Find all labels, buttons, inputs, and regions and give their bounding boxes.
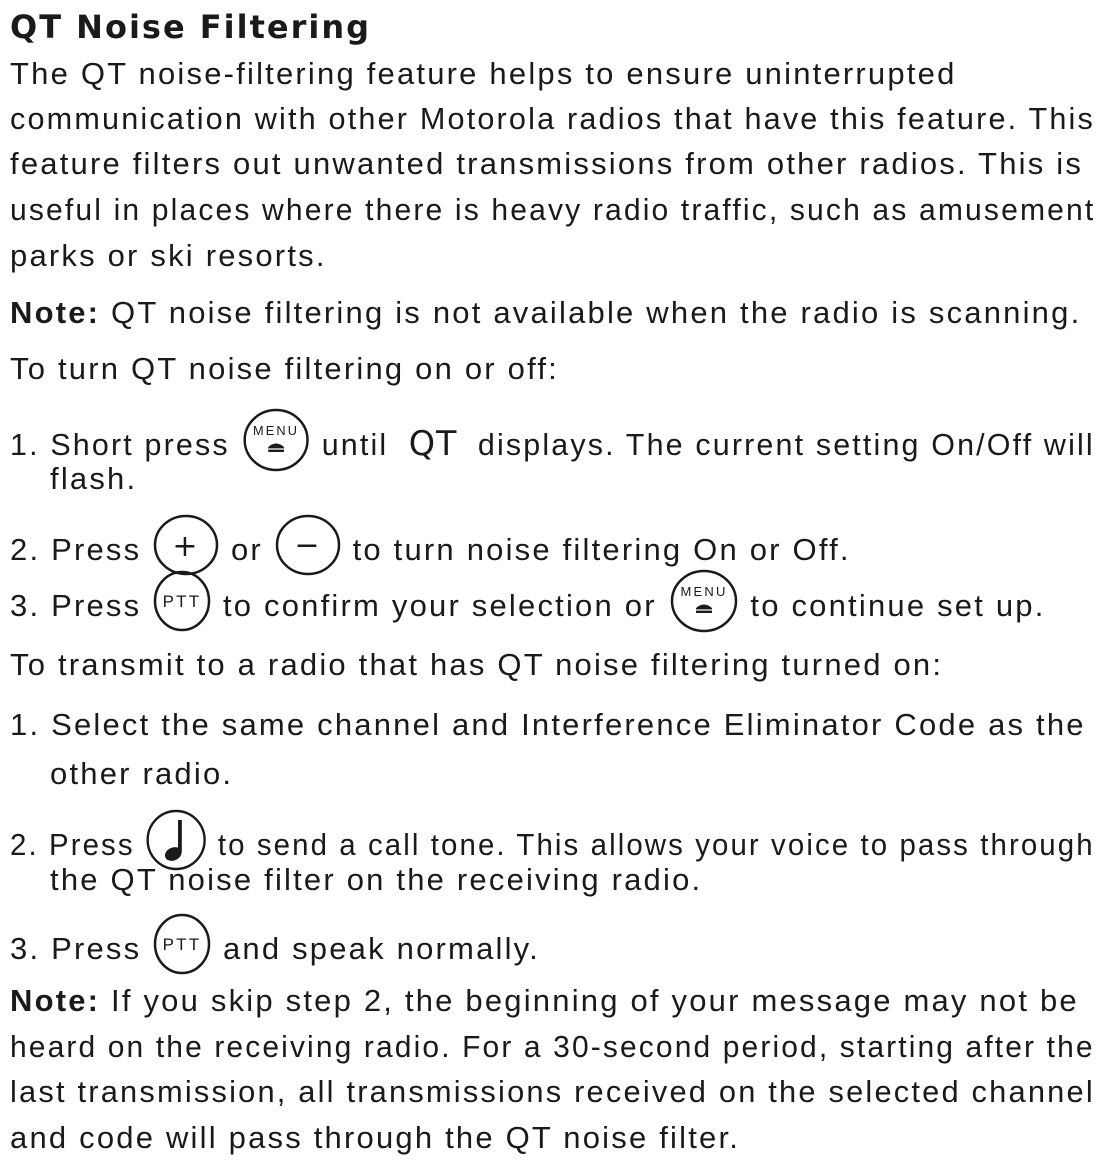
note-text: If you skip step 2, the beginning of your message may not be	[111, 983, 1079, 1018]
toggle-step-3: 3. Press PTT to confirm your selection or MENU to continue set up.	[10, 571, 1046, 645]
note-label: Note:	[10, 983, 101, 1018]
svg-text:−: −	[294, 528, 322, 563]
toggle-step-2: 2. Press + or − to turn noise filtering On or Off.	[10, 515, 851, 589]
note-line: and code will pass through the QT noise filter.	[10, 1120, 741, 1155]
svg-text:PTT: PTT	[162, 935, 202, 954]
toggle-step-1: 1. Short press MENU until QT displays. The current setting On/Off will	[10, 410, 1095, 484]
intro-line: parks or ski resorts.	[10, 238, 327, 273]
note-call-tone	[10, 981, 1079, 1021]
intro-line: communication with other Motorola radios that have this feature. This	[10, 101, 1095, 136]
svg-text:MENU: MENU	[680, 584, 728, 599]
intro-line: The QT noise-filtering feature helps to ensure uninterrupted	[10, 56, 957, 91]
transmit-step-2: 2. Press to send a call tone. This allows your voice to pass through	[10, 810, 1095, 884]
transmit-step-1: 1. Select the same channel and Interference Eliminator Code as the	[10, 707, 1086, 742]
note-label: Note:	[10, 295, 101, 330]
note-line: last transmission, all transmissions received on the selected channel	[10, 1074, 1095, 1109]
note-text: QT noise filtering is not available when the radio is scanning.	[111, 295, 1082, 330]
menu-button-icon	[240, 408, 311, 482]
transmit-step-2-cont: the QT noise filter on the receiving radio.	[50, 862, 703, 897]
menu-button-icon	[668, 569, 740, 643]
transmit-intro: To transmit to a radio that has QT noise filtering turned on:	[10, 647, 944, 682]
ptt-button-icon	[152, 570, 212, 642]
svg-text:PTT: PTT	[162, 592, 202, 611]
toggle-step-1-cont: flash.	[50, 461, 138, 496]
svg-text:+: +	[172, 529, 200, 564]
qt-display-glyph: QT	[408, 424, 458, 465]
intro-line: feature filters out unwanted transmissions from other radios. This is	[10, 146, 1084, 181]
note-line: heard on the receiving radio. For a 30-second period, starting after the	[10, 1029, 1095, 1064]
section-heading: QT Noise Filtering	[10, 8, 372, 46]
transmit-step-1-cont: other radio.	[50, 756, 234, 791]
intro-line: useful in places where there is heavy radio traffic, such as amusement	[10, 192, 1096, 227]
toggle-intro: To turn QT noise filtering on or off:	[10, 351, 559, 386]
note-scanning	[10, 293, 1081, 333]
ptt-button-icon	[152, 913, 212, 985]
svg-text:MENU: MENU	[252, 422, 299, 439]
transmit-step-3: 3. Press PTT and speak normally.	[10, 915, 540, 987]
